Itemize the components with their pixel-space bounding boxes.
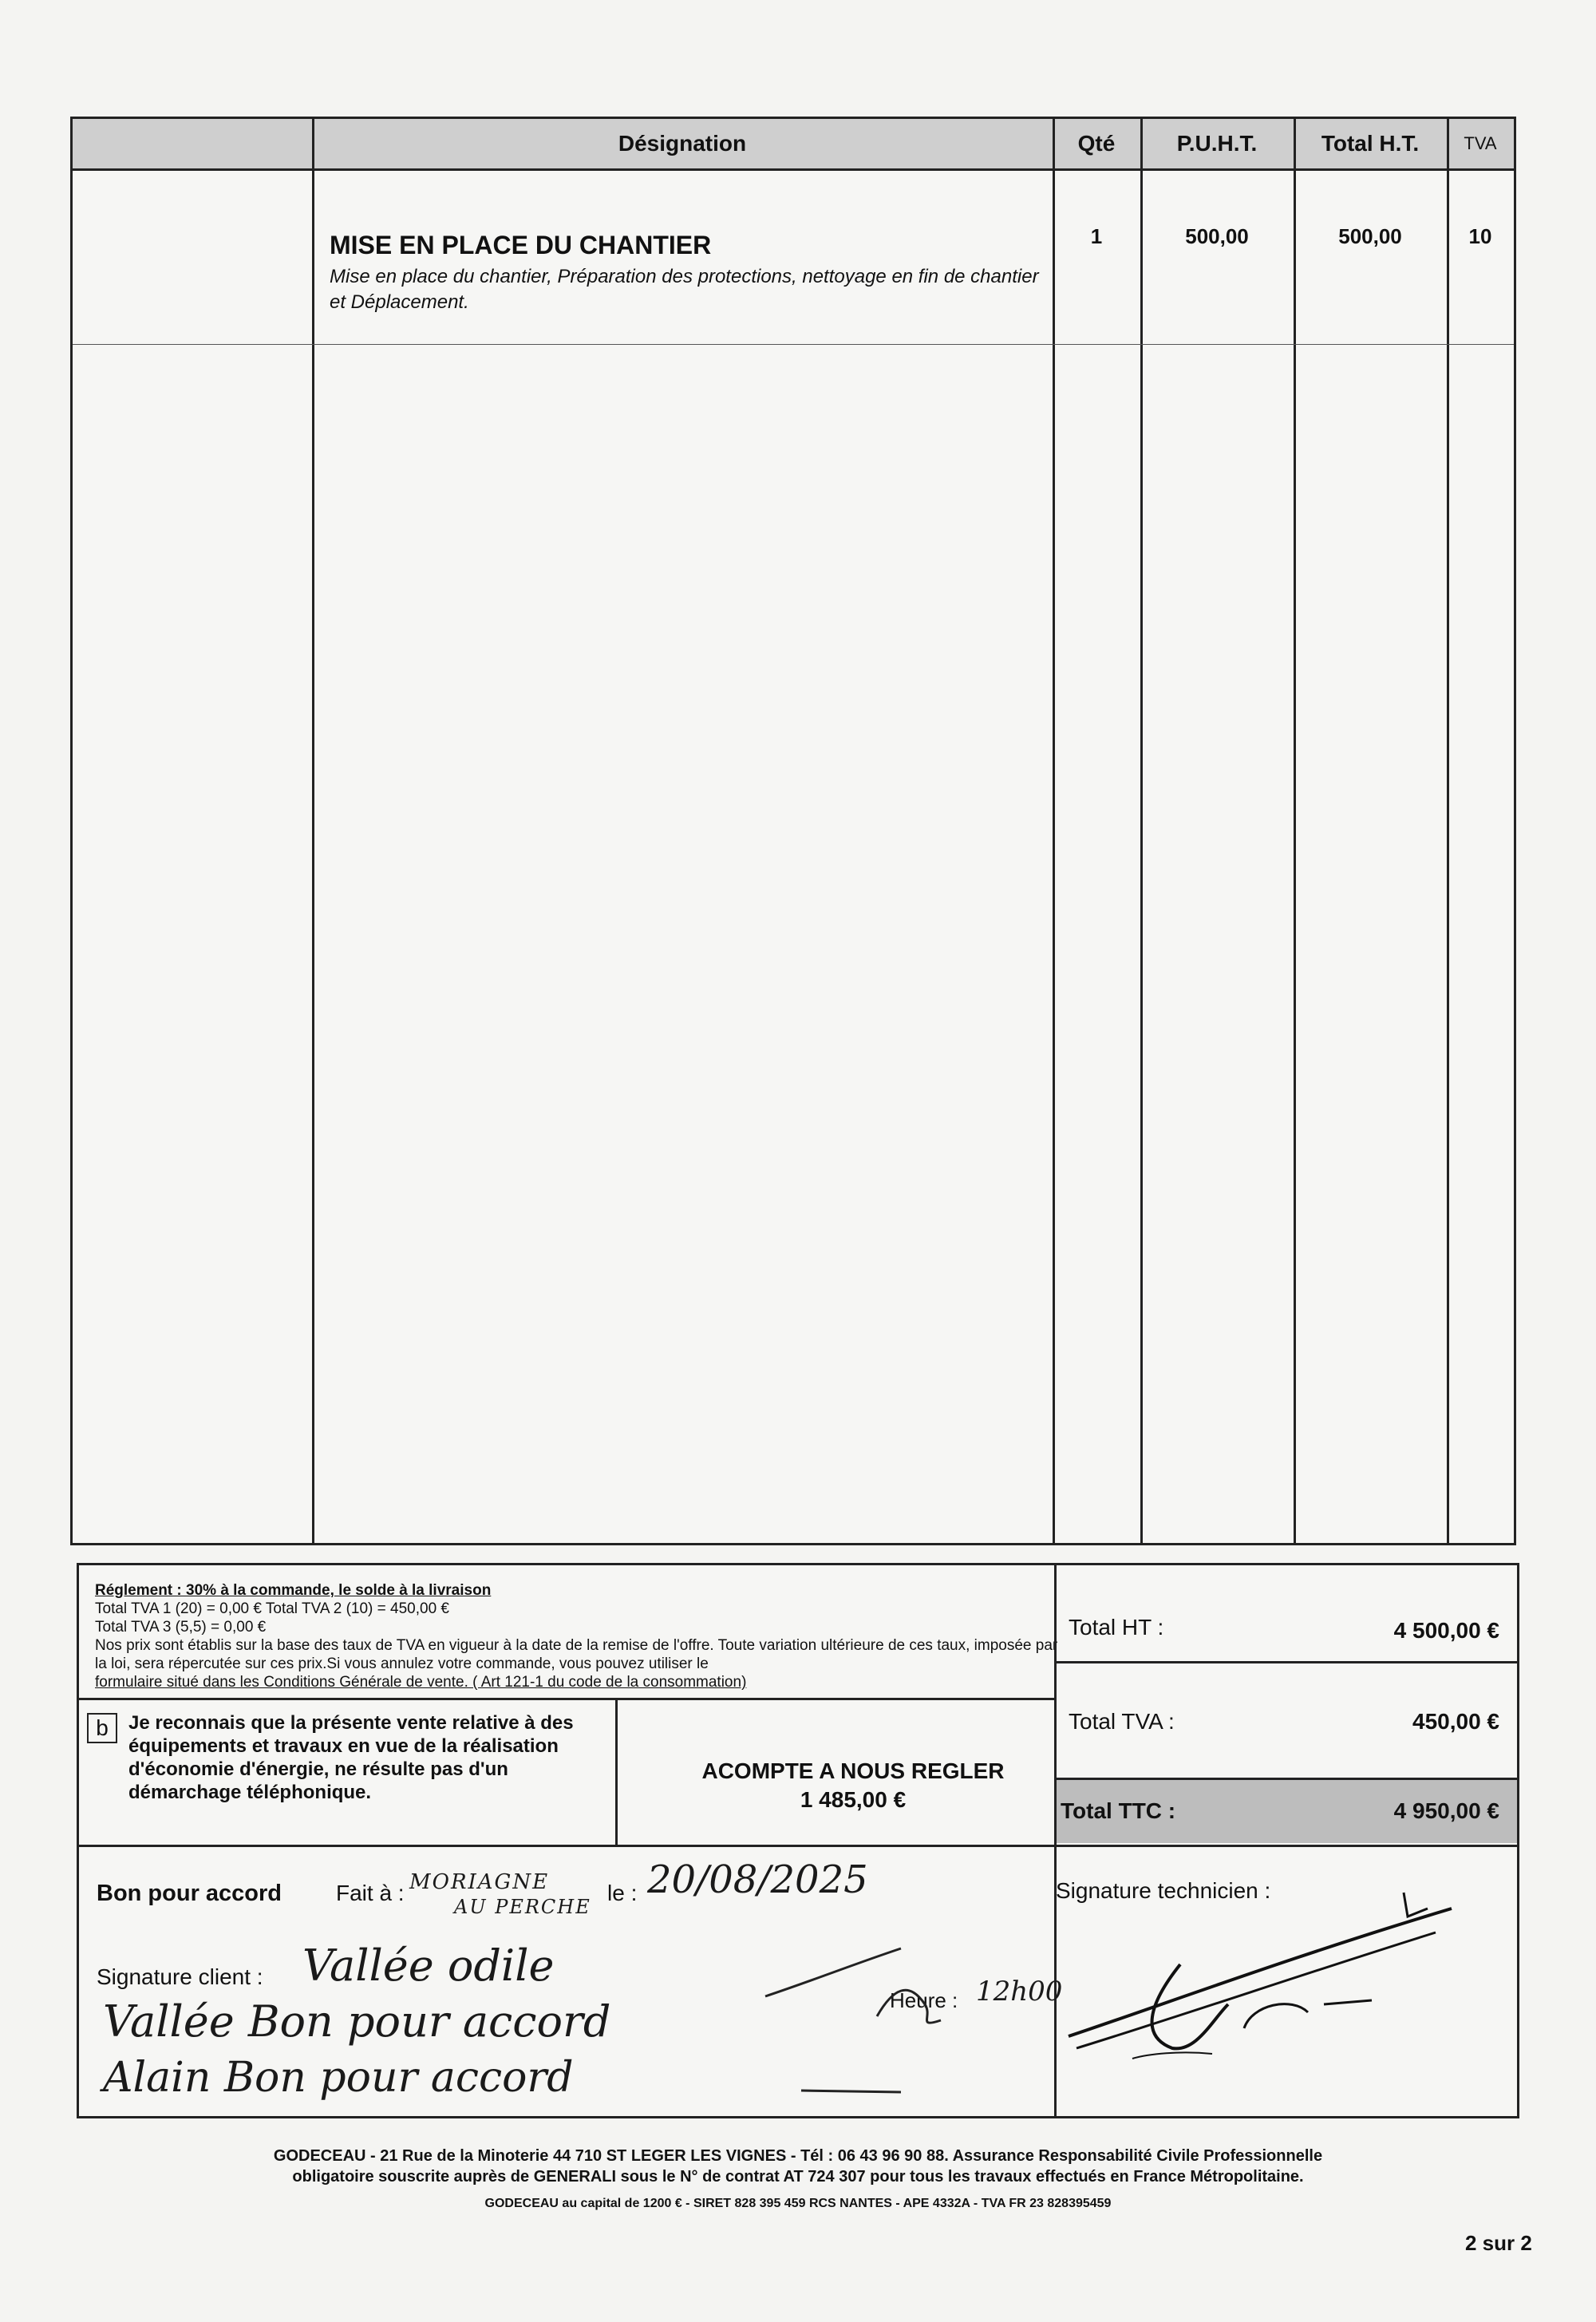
signatures-drawing: [79, 1845, 1517, 2116]
divider: [79, 1698, 1054, 1700]
divider: [1054, 1778, 1517, 1780]
item-title: MISE EN PLACE DU CHANTIER: [330, 231, 712, 259]
total-tva-value: 450,00 €: [1412, 1709, 1499, 1734]
column-divider: [312, 119, 314, 1543]
summary-box: [77, 1563, 1519, 2118]
divider: [615, 1698, 618, 1846]
total-ht-value: 4 500,00 €: [1393, 1618, 1499, 1643]
client-handwriting-1: Vallée odile: [302, 1940, 555, 1991]
items-table: [70, 117, 1516, 1545]
item-total-ht: 500,00: [1338, 224, 1402, 248]
column-divider: [1294, 119, 1296, 1543]
le-value: 20/08/2025: [647, 1857, 868, 1902]
declaration-text: Je reconnais que la présente vente relative à des équipements et travaux en vue de la réalisation d'économie d'énergie, ne résulte pas d'un démarchage téléphonique.: [128, 1712, 574, 1803]
page-number: 2 sur 2: [1465, 2231, 1532, 2255]
legal-notice: [95, 1581, 1061, 1691]
tva-breakdown-2: Total TVA 3 (5,5) = 0,00 €: [95, 1619, 267, 1636]
checkbox[interactable]: b: [87, 1713, 117, 1743]
item-qty: 1: [1090, 224, 1103, 248]
tva-notice-link: formulaire situé dans les Conditions Générale de vente. ( Art 121-1 du code de la consommation): [95, 1674, 747, 1691]
heure-value: 12h00: [976, 1976, 1063, 2008]
total-ttc-label: Total TTC :: [1061, 1798, 1176, 1823]
total-tva-label: Total TVA :: [1069, 1709, 1175, 1734]
fait-a-value-1: MORIAGNE: [409, 1870, 550, 1894]
client-handwriting-3: Alain Bon pour accord: [103, 2054, 574, 2102]
acompte-value: 1 485,00 €: [800, 1787, 907, 1812]
acompte-label: ACOMPTE A NOUS REGLER: [701, 1758, 1005, 1783]
row-separator: [73, 344, 1514, 345]
header-qty: Qté: [1077, 131, 1116, 156]
bon-pour-accord: Bon pour accord: [97, 1881, 282, 1906]
footer-line-1: GODECEAU - 21 Rue de la Minoterie 44 710 ST LEGER LES VIGNES - Tél : 06 43 96 90 88. Assurance Responsabilité Civile Professionnelle: [273, 2147, 1323, 2165]
client-handwriting-2: Vallée Bon pour accord: [103, 1996, 611, 2047]
header-designation: Désignation: [618, 131, 747, 156]
column-divider: [1447, 119, 1449, 1543]
signature-client-label: Signature client :: [97, 1964, 263, 1989]
reglement-terms: Réglement : 30% à la commande, le solde à la livraison: [95, 1582, 492, 1599]
tva-notice: Nos prix sont établis sur la base des taux de TVA en vigueur à la date de la remise de l'offre. Toute variation ultérieure de ces taux, imposée par la loi, sera répercutée sur ces prix.Si vous annulez votre commande, vous pouvez utiliser le: [95, 1637, 1058, 1672]
item-description: Mise en place du chantier, Préparation des protections, nettoyage en fin de chantier et Déplacement.: [330, 266, 1039, 313]
item-puht: 500,00: [1185, 224, 1249, 248]
total-ht-label: Total HT :: [1069, 1615, 1164, 1640]
fait-a-label: Fait à :: [336, 1881, 405, 1905]
footer-line-3: GODECEAU au capital de 1200 € - SIRET 828 395 459 RCS NANTES - APE 4332A - TVA FR 23 828395459: [484, 2197, 1112, 2210]
header-tva: TVA: [1464, 133, 1497, 153]
footer-line-2: obligatoire souscrite auprès de GENERALI sous le N° de contrat AT 724 307 pour tous les travaux effectués en France Métropolitaine.: [292, 2168, 1304, 2186]
item-tva: 10: [1468, 224, 1492, 248]
tva-breakdown-1: Total TVA 1 (20) = 0,00 € Total TVA 2 (10) = 450,00 €: [95, 1600, 449, 1617]
column-divider: [1140, 119, 1143, 1543]
header-puht: P.U.H.T.: [1176, 131, 1258, 156]
column-divider: [1053, 119, 1055, 1543]
signature-technicien-label: Signature technicien :: [1056, 1878, 1271, 1903]
total-ttc-value: 4 950,00 €: [1393, 1798, 1499, 1823]
acompte-block: [646, 1757, 1061, 1814]
le-label: le :: [607, 1881, 638, 1905]
divider: [1054, 1661, 1517, 1663]
header-total-ht: Total H.T.: [1321, 131, 1420, 156]
heure-label: Heure :: [890, 1988, 958, 2012]
fait-a-value-2: AU PERCHE: [454, 1896, 591, 1918]
